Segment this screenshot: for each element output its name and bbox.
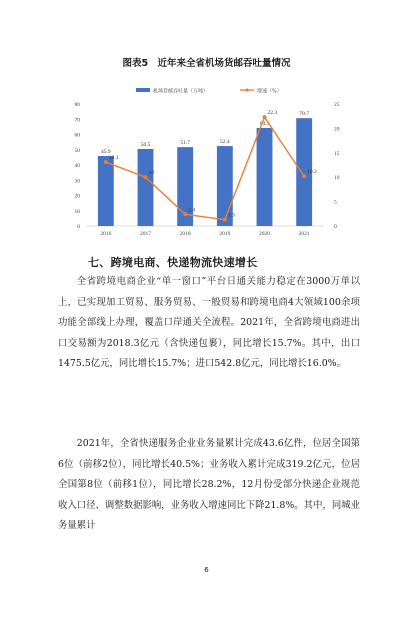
page-number: 6 bbox=[204, 566, 209, 574]
bar-2020 bbox=[257, 128, 273, 226]
bar-value-label: 64.3 bbox=[259, 120, 270, 127]
growth-value-label: 22.3 bbox=[267, 110, 278, 117]
y-left-tick-label: 20 bbox=[74, 193, 80, 200]
y-right-tick-label: 10 bbox=[334, 175, 340, 182]
y-right-tick-label: 25 bbox=[334, 102, 340, 108]
y-left-tick-label: 30 bbox=[74, 178, 80, 185]
legend-line-label: 增速（%） bbox=[257, 88, 282, 95]
y-left-tick-label: 0 bbox=[77, 224, 80, 230]
bar-value-label: 50.5 bbox=[140, 141, 151, 148]
x-tick-label: 2018 bbox=[179, 231, 191, 237]
growth-value-label: 1.3 bbox=[227, 212, 235, 219]
y-right-tick-label: 0 bbox=[334, 224, 337, 230]
legend-bar-label: 机场货邮吞吐量（万吨） bbox=[153, 88, 209, 95]
bar-2017 bbox=[138, 149, 154, 226]
bar-2016 bbox=[98, 156, 114, 226]
growth-series bbox=[104, 110, 317, 221]
growth-point-2018 bbox=[183, 212, 187, 216]
bar-value-label: 70.7 bbox=[299, 111, 309, 118]
x-tick-label: 2017 bbox=[140, 231, 151, 237]
bar-value-label: 51.7 bbox=[180, 140, 190, 147]
growth-line bbox=[106, 117, 304, 219]
bar-series bbox=[98, 111, 312, 226]
growth-point-2016 bbox=[104, 160, 108, 164]
y-right-tick-label: 20 bbox=[334, 126, 340, 133]
growth-point-2020 bbox=[263, 115, 267, 119]
x-tick-label: 2019 bbox=[219, 231, 231, 237]
x-tick-label: 2016 bbox=[100, 231, 112, 237]
legend-bar-swatch bbox=[136, 88, 150, 92]
legend-line-marker bbox=[246, 89, 249, 92]
paragraph-express-delivery: 2021年，全省快递服务企业业务量累计完成43.6亿件，位居全国第6位（前移2位），同比增长40.5%；业务收入累计完成319.2亿元，位居全国第8位（前移1位），同比增长28.2%，12月份受部分快递企业规范收入口径、调整数据影响，业务收入增速同比下降21.8%。其中，同城业务量累计 bbox=[58, 438, 360, 531]
section-heading: 七、跨境电商、快递物流快速增长 bbox=[88, 256, 258, 269]
figure-title: 图表5 近年来全省机场货邮吞吐量情况 bbox=[122, 58, 291, 69]
y-right-tick-label: 15 bbox=[334, 150, 340, 157]
growth-point-2021 bbox=[302, 174, 306, 178]
bar-value-label: 45.9 bbox=[101, 149, 111, 156]
y-left-tick-label: 50 bbox=[74, 147, 80, 154]
x-tick-label: 2020 bbox=[259, 231, 270, 237]
growth-point-2017 bbox=[144, 175, 148, 179]
growth-value-label: 2.4 bbox=[188, 207, 196, 214]
growth-value-label: 10.2 bbox=[307, 169, 317, 176]
cargo-throughput-chart bbox=[58, 78, 358, 246]
y-left-tick-label: 60 bbox=[74, 132, 80, 139]
legend bbox=[136, 88, 282, 95]
growth-value-label: 10 bbox=[148, 170, 154, 177]
growth-point-2019 bbox=[223, 218, 227, 222]
paragraph-cross-border: 全省跨境电商企业“单一窗口”平台日通关能力稳定在3000万单以上，已实现加工贸易、服务贸易、一般贸易和跨境电商4大领域100余项功能全部线上办理，覆盖口岸通关全流程。2021年，全省跨境电商进出口交易额为2018.3亿元（含快递包裹），同比增长15.7%。其中，出口1475.5亿元，同比增长15.7%；进口542.8亿元，同比增长16.0%。 bbox=[58, 276, 360, 369]
x-tick-label: 2021 bbox=[298, 231, 310, 237]
bar-value-label: 52.4 bbox=[220, 139, 230, 146]
y-left-tick-label: 10 bbox=[74, 208, 80, 215]
growth-value-label: 13.1 bbox=[108, 155, 119, 162]
y-left-tick-label: 80 bbox=[74, 102, 80, 108]
y-left-tick-label: 40 bbox=[74, 163, 80, 169]
y-left-tick-label: 70 bbox=[74, 117, 80, 124]
y-right-tick-label: 5 bbox=[334, 199, 337, 206]
